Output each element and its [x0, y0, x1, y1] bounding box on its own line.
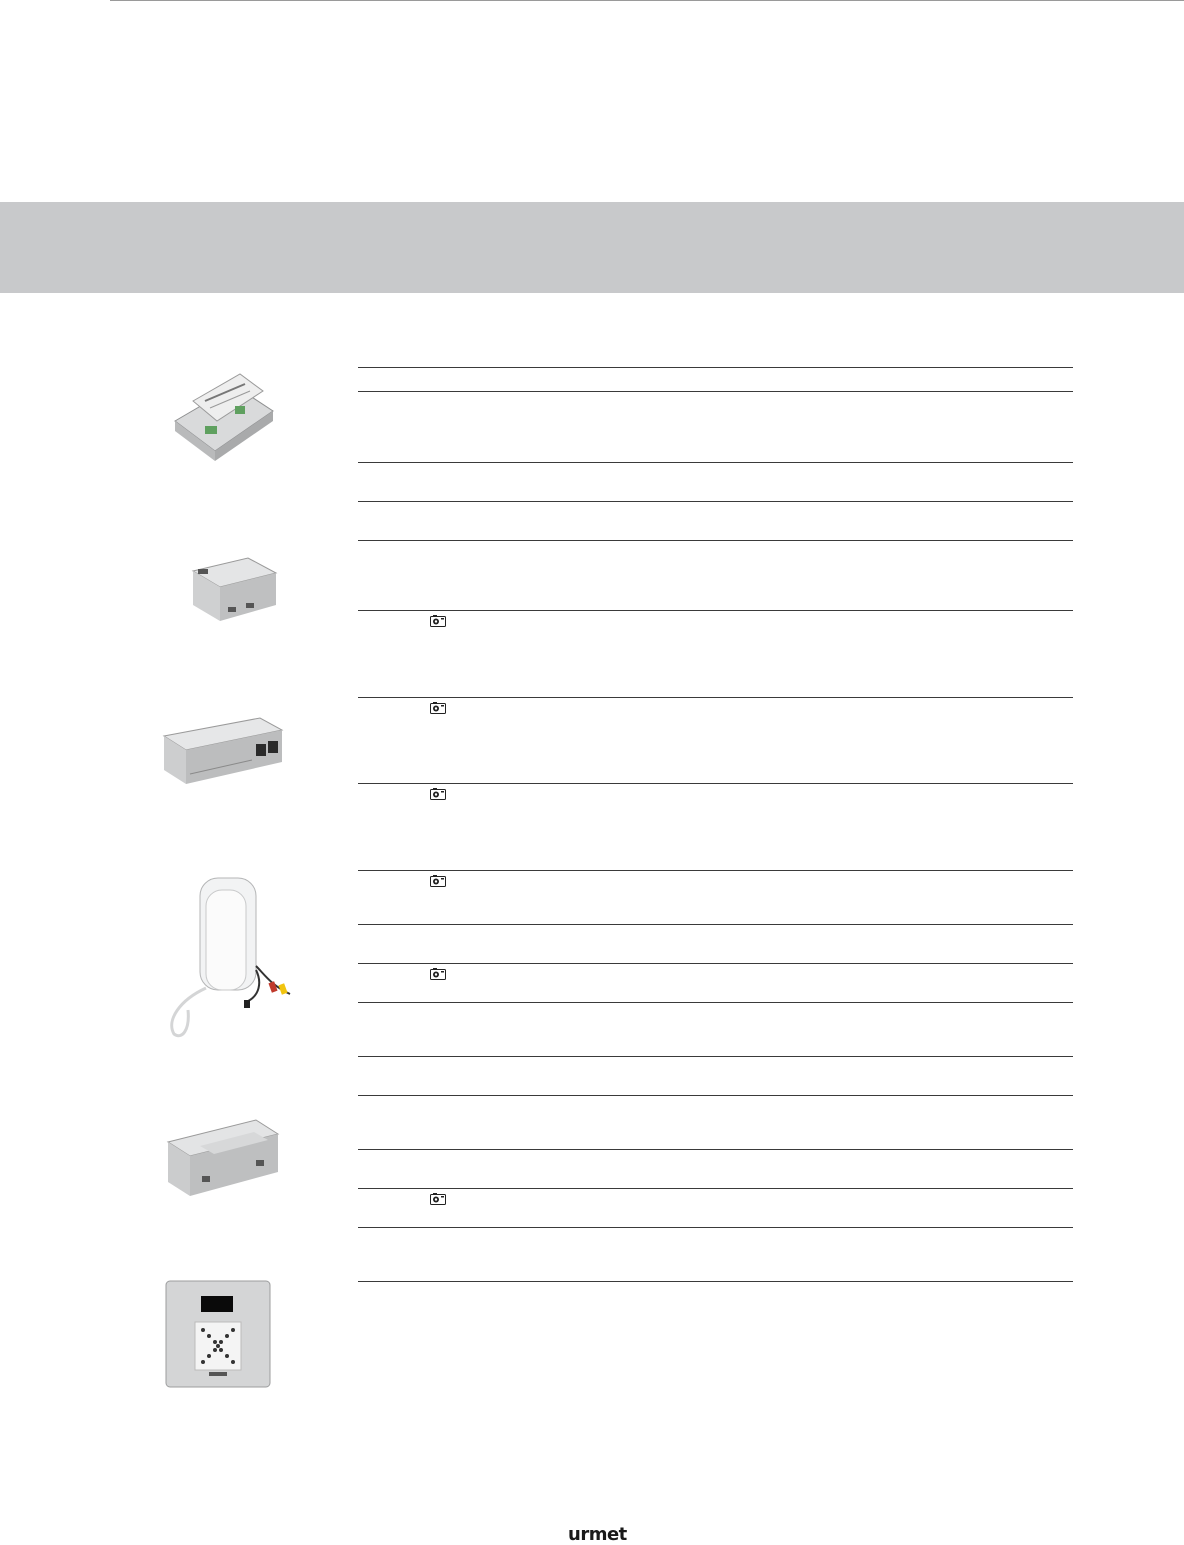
- table-row: [358, 462, 1073, 502]
- table-row: [358, 367, 1073, 392]
- table-row: [358, 924, 1073, 964]
- din-power-supply-icon: [188, 553, 280, 623]
- top-rule: [110, 0, 1184, 1]
- camera-icon: [430, 702, 446, 714]
- camera-icon: [430, 968, 446, 980]
- table-row: [358, 391, 1073, 463]
- table-row: [358, 697, 1073, 784]
- table-bottom-rule: [358, 1281, 1073, 1282]
- urmet-logo: urmet: [568, 1524, 627, 1545]
- table-row: [358, 1227, 1073, 1282]
- table-row: [358, 1188, 1073, 1228]
- table-row: [358, 501, 1073, 541]
- table-row: [358, 1095, 1073, 1150]
- table-row: [358, 1149, 1073, 1189]
- table-row: [358, 610, 1073, 698]
- din-module-icon: [164, 1112, 280, 1198]
- table-row: [358, 1002, 1073, 1057]
- table-row: [358, 870, 1073, 925]
- table-row: [358, 783, 1073, 871]
- table-row: [358, 540, 1073, 611]
- interface-module-icon: [165, 366, 277, 464]
- table-row: [358, 1056, 1073, 1096]
- camera-icon: [430, 788, 446, 800]
- handset-interphone-icon: [160, 870, 300, 1042]
- din-distributor-icon: [160, 714, 284, 786]
- door-panel-icon: [165, 1280, 271, 1388]
- table-row: [358, 963, 1073, 1003]
- camera-icon: [430, 615, 446, 627]
- header-band: [0, 202, 1184, 293]
- camera-icon: [430, 1193, 446, 1205]
- camera-icon: [430, 875, 446, 887]
